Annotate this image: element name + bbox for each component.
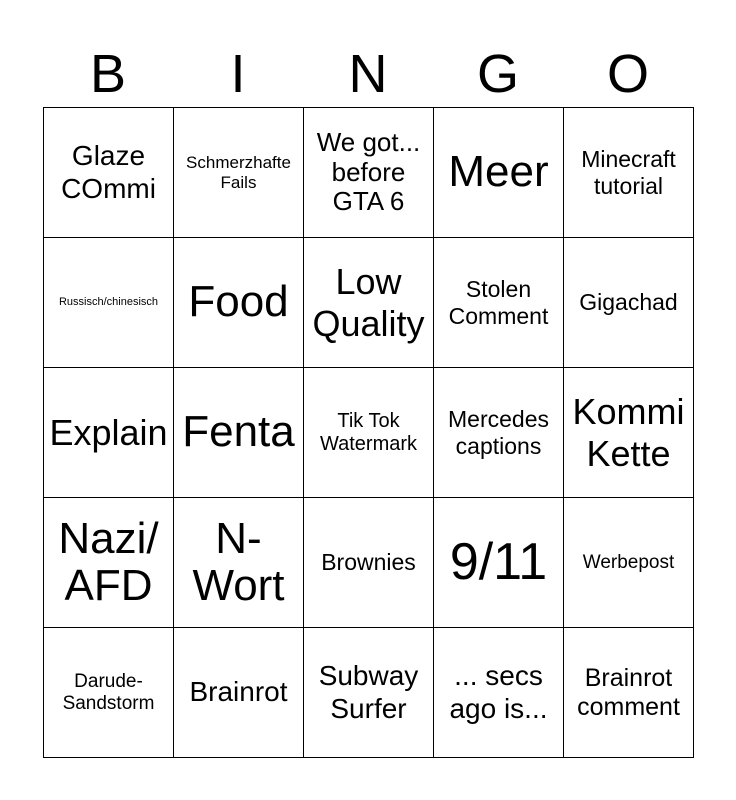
bingo-cell[interactable] bbox=[174, 368, 304, 498]
bingo-cell[interactable] bbox=[174, 498, 304, 628]
bingo-cell[interactable] bbox=[44, 498, 174, 628]
bingo-cell[interactable] bbox=[304, 498, 434, 628]
bingo-cell[interactable] bbox=[304, 368, 434, 498]
cell-text: Minecraft tutorial bbox=[581, 146, 676, 199]
cell-text: Glaze COmmi bbox=[61, 140, 156, 204]
bingo-cell[interactable] bbox=[434, 368, 564, 498]
cell-text: Food bbox=[188, 277, 289, 327]
cell-text: Russisch/chinesisch bbox=[58, 296, 159, 309]
cell-text: Kommi Kette bbox=[572, 391, 685, 474]
cell-text: Explain bbox=[49, 411, 168, 453]
bingo-cell[interactable] bbox=[564, 108, 694, 238]
cell-text: Werbepost bbox=[582, 551, 675, 573]
cell-text: Stolen Comment bbox=[448, 276, 549, 329]
cell-text: Gigachad bbox=[579, 289, 678, 316]
cell-text: ... secs ago is... bbox=[449, 660, 548, 724]
bingo-board bbox=[43, 107, 694, 758]
bingo-cell[interactable] bbox=[44, 628, 174, 758]
cell-text: Subway Surfer bbox=[318, 660, 419, 724]
bingo-cell[interactable] bbox=[564, 628, 694, 758]
bingo-cell[interactable] bbox=[174, 238, 304, 368]
cell-text: Meer bbox=[448, 147, 549, 197]
bingo-cell[interactable] bbox=[44, 108, 174, 238]
bingo-cell[interactable] bbox=[564, 498, 694, 628]
bingo-cell[interactable] bbox=[434, 238, 564, 368]
bingo-cell[interactable] bbox=[44, 238, 174, 368]
bingo-cell[interactable] bbox=[434, 108, 564, 238]
bingo-cell[interactable] bbox=[564, 368, 694, 498]
cell-text: Nazi/ AFD bbox=[58, 514, 159, 610]
header-letter-i: I bbox=[230, 44, 246, 104]
bingo-cell[interactable] bbox=[44, 368, 174, 498]
cell-text: Mercedes captions bbox=[448, 406, 549, 459]
header-letter-n: N bbox=[348, 44, 388, 104]
bingo-cell[interactable] bbox=[174, 628, 304, 758]
bingo-header bbox=[43, 40, 693, 108]
header-letter-o: O bbox=[606, 44, 649, 104]
bingo-cell[interactable] bbox=[304, 238, 434, 368]
header-letter-b: B bbox=[89, 44, 127, 104]
header-letter-g: G bbox=[476, 44, 519, 104]
cell-text: Brainrot comment bbox=[577, 663, 680, 721]
cell-text: Low Quality bbox=[312, 261, 425, 344]
bingo-cell[interactable] bbox=[434, 498, 564, 628]
bingo-cell[interactable] bbox=[174, 108, 304, 238]
bingo-cell[interactable] bbox=[564, 238, 694, 368]
cell-text: Tik Tok Watermark bbox=[319, 409, 418, 455]
cell-text: We got... before GTA 6 bbox=[316, 126, 421, 217]
cell-text: Brownies bbox=[321, 549, 416, 576]
cell-text: N-Wort bbox=[192, 514, 285, 610]
cell-text: 9/11 bbox=[449, 532, 548, 591]
bingo-cell[interactable] bbox=[304, 108, 434, 238]
cell-text: Darude-Sandstorm bbox=[62, 670, 155, 714]
bingo-cell[interactable] bbox=[434, 628, 564, 758]
cell-text: Fenta bbox=[182, 407, 295, 457]
cell-text: Brainrot bbox=[189, 676, 288, 708]
cell-text: Schmerzhafte Fails bbox=[186, 152, 291, 192]
bingo-cell[interactable] bbox=[304, 628, 434, 758]
